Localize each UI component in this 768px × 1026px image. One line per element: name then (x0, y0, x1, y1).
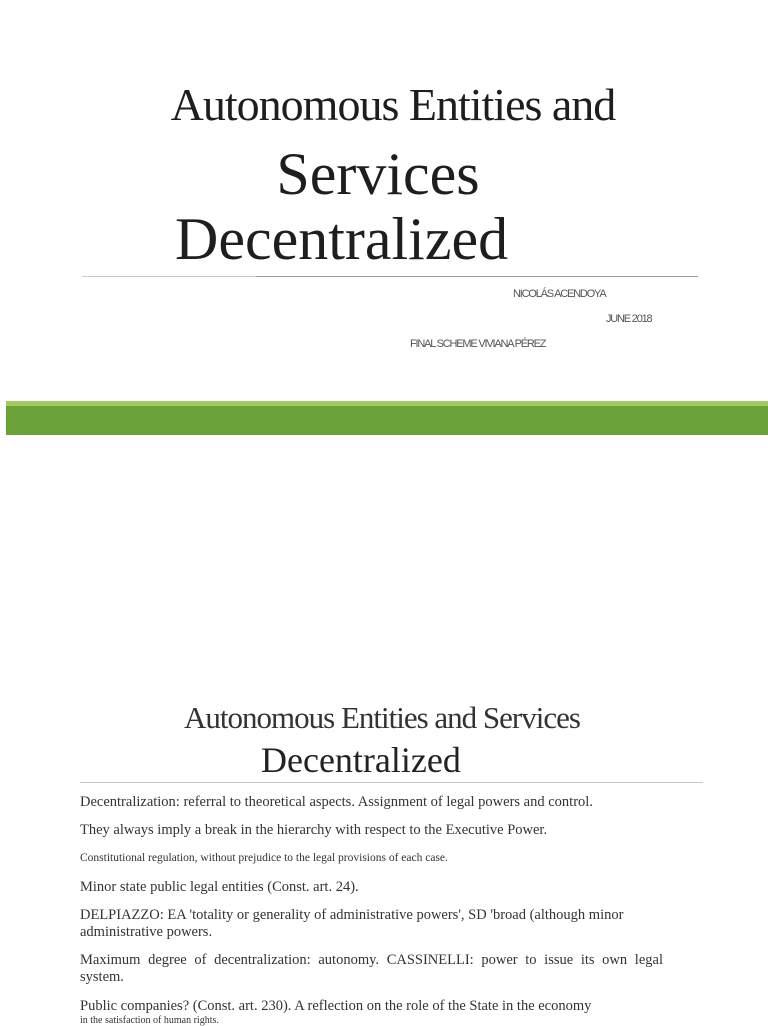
slide2-divider (80, 782, 703, 783)
title-divider (256, 276, 698, 277)
paragraph-autonomy: Maximum degree of decentralization: autonomy. CASSINELLI: power to issue its own legal system. (80, 952, 663, 985)
paragraph-public-companies: Public companies? (Const. art. 230). A reflection on the role of the State in the economy (80, 998, 592, 1014)
slide2-title-line-1: Autonomous Entities and Services (184, 700, 580, 735)
date: JUNE 2018 (606, 313, 652, 325)
title-line-1: Autonomous Entities and (170, 79, 616, 130)
title-line-2: Services (276, 141, 480, 207)
paragraph-minor-entities: Minor state public legal entities (Const. art. 24). (80, 879, 359, 895)
green-band (6, 406, 768, 435)
paragraph-delpiazzo: DELPIAZZO: EA 'totality or generality of administrative powers', SD 'broad (although minor administrative powers. (80, 907, 624, 940)
paragraph-decentralization: Decentralization: referral to theoretical aspects. Assignment of legal powers and control. (80, 794, 593, 810)
title-divider-left (82, 276, 256, 277)
slide2-title-line-2: Decentralized (261, 740, 461, 780)
author-name: NICOLÁS ACENDOYA (513, 288, 606, 300)
title-line-3: Decentralized (175, 206, 509, 272)
paragraph-constitutional: Constitutional regulation, without prejudice to the legal provisions of each case. (80, 852, 448, 864)
paragraph-hierarchy: They always imply a break in the hierarchy with respect to the Executive Power. (80, 822, 548, 838)
paragraph-human-rights: in the satisfaction of human rights. (80, 1015, 219, 1026)
course-info: FINAL SCHEME VIVIANA PÉREZ (410, 338, 546, 350)
